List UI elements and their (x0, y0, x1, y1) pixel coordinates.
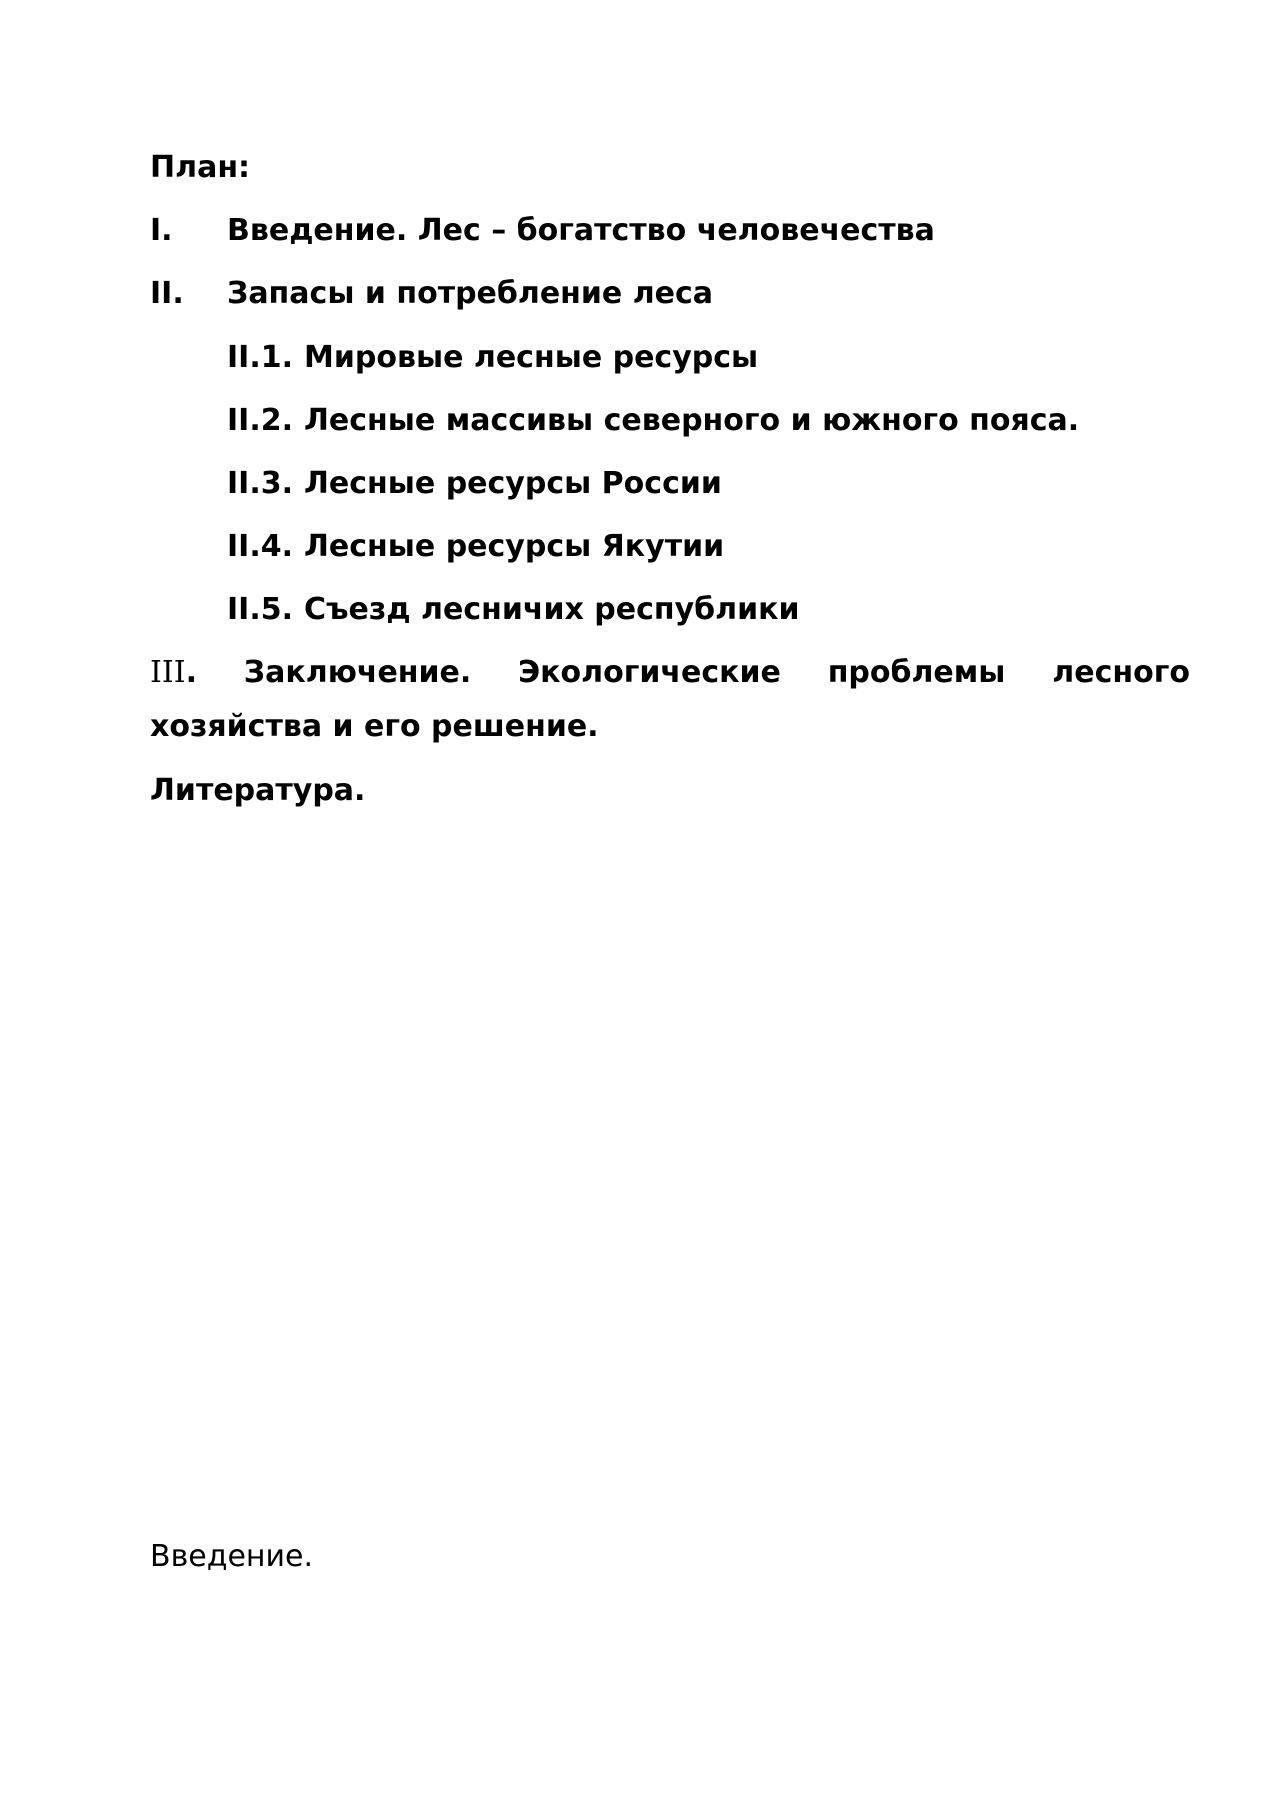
plan-conclusion-word: Заключение. (243, 655, 472, 690)
plan-item-number: II. (150, 276, 184, 311)
plan-item-number: I. (150, 213, 173, 248)
plan-conclusion-word: лесного (1052, 655, 1190, 690)
plan-conclusion-line (150, 655, 1190, 691)
plan-subitem-text: Лесные ресурсы России (304, 466, 722, 501)
plan-subitem-number: II.5. (227, 592, 293, 627)
plan-subitem-text: Съезд лесничих республики (304, 592, 800, 627)
plan-subitem-number: II.2. (227, 403, 293, 438)
plan-item-text: Введение. Лес – богатство человечества (227, 213, 935, 248)
intro-heading: Введение. (150, 1539, 314, 1574)
plan-subitem-text: Лесные массивы северного и южного пояса. (304, 403, 1080, 438)
plan-subitem-number: II.3. (227, 466, 293, 501)
plan-conclusion-number-group (150, 655, 197, 691)
plan-subitem-number: II.4. (227, 529, 293, 564)
plan-conclusion-continuation: хозяйства и его решение. (150, 709, 599, 744)
plan-subitem-text: Лесные ресурсы Якутии (304, 529, 725, 564)
plan-literature: Литература. (150, 773, 366, 808)
plan-conclusion-word: проблемы (827, 655, 1006, 690)
plan-conclusion-number: III (150, 655, 186, 690)
plan-item-text: Запасы и потребление леса (227, 276, 714, 311)
plan-heading: План: (150, 150, 251, 185)
plan-conclusion-dot: . (185, 655, 197, 690)
plan-subitem-number: II.1. (227, 340, 293, 375)
plan-conclusion-word: Экологические (518, 655, 781, 690)
plan-subitem-text: Мировые лесные ресурсы (304, 340, 759, 375)
